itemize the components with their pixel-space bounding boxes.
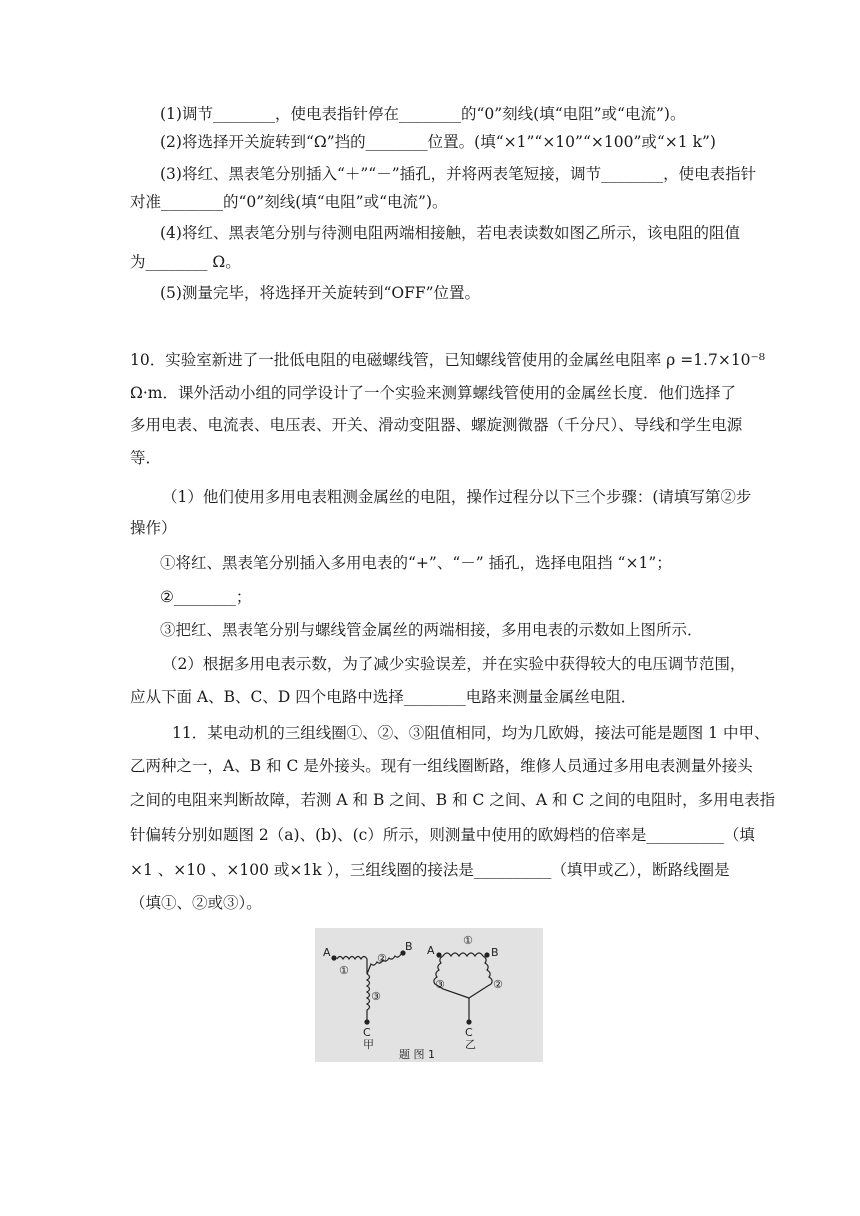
star-connection-diagram: [332, 951, 405, 1024]
coil-diagram-figure: [315, 928, 543, 1062]
label-a-delta: A: [427, 944, 435, 957]
q11-line1: 11．某电动机的三组线圈①、②、③阻值相同，均为几欧姆，接法可能是题图 1 中甲、: [172, 724, 770, 742]
q10-substep2: ②________；: [160, 588, 252, 606]
q9-step3-line2: 对准________的“0”刻线(填“电阻”或“电流”)。: [130, 193, 448, 211]
coil-diagram-svg: [315, 928, 543, 1062]
coil-label-3-delta: ③: [435, 978, 445, 991]
coil-1-delta: [443, 953, 483, 956]
q10-part2-line1: （2）根据多用电表示数，为了减少实验误差，并在实验中获得较大的电压调节范围，: [162, 655, 746, 673]
label-c-star: C: [363, 1026, 371, 1039]
q10-line3: 多用电表、电流表、电压表、开关、滑动变阻器、螺旋测微器（千分尺）、导线和学生电源: [130, 416, 743, 434]
figure-caption: 题 图 1: [399, 1048, 435, 1061]
coil-label-1-delta: ①: [463, 934, 473, 947]
label-b-delta: B: [491, 946, 499, 959]
name-star: 甲: [363, 1038, 374, 1051]
q11-line3: 之间的电阻来判断故障，若测 A 和 B 之间、B 和 C 之间、A 和 C 之间的电阻时，多用电表指: [130, 791, 776, 809]
label-a-star: A: [323, 946, 331, 959]
q9-step3-line1: (3)将红、黑表笔分别插入“＋”“－”插孔，并将两表笔短接，调节________，使电表指针: [160, 165, 757, 183]
q11-line6: （填①、②或③）。: [130, 894, 262, 912]
q10-substep1: ①将红、黑表笔分别插入多用电表的“+”、“－” 插孔，选择电阻挡 “×1”；: [160, 554, 672, 572]
q10-line2: Ω·m．课外活动小组的同学设计了一个实验来测算螺线管使用的金属丝长度．他们选择了: [130, 384, 736, 402]
q11-line5: ×1 、×10 、×100 或×1k ），三组线圈的接法是__________（填甲或乙），断路线圈是: [130, 861, 730, 879]
q11-line4: 针偏转分别如题图 2（a)、(b)、(c）所示，则测量中使用的欧姆档的倍率是__________（填: [130, 826, 755, 844]
coil-3-delta: [434, 956, 469, 998]
name-delta: 乙: [465, 1038, 476, 1051]
terminal-c-delta: [467, 1020, 471, 1024]
q9-step2: (2)将选择开关旋转到“Ω”挡的________位置。(填“×1”“×10”“×100”或“×1 k”): [160, 133, 716, 151]
terminal-a-star: [332, 956, 336, 960]
q10-part1-line2: 操作）: [130, 519, 177, 537]
q10-substep3: ③把红、黑表笔分别与螺线管金属丝的两端相接，多用电表的示数如上图所示．: [160, 621, 703, 639]
q9-step4-line2: 为________ Ω。: [130, 253, 241, 271]
coil-label-2-delta: ②: [493, 978, 503, 991]
coil-label-1-star: ①: [339, 964, 349, 977]
terminal-c-star: [365, 1020, 369, 1024]
terminal-b-delta: [485, 953, 489, 957]
terminal-a-delta: [437, 953, 441, 957]
q9-step5: (5)测量完毕，将选择开关旋转到“OFF”位置。: [160, 284, 481, 302]
q9-step1: (1)调节________，使电表指针停在________的“0”刻线(填“电阻”或“电流”)。: [160, 105, 686, 123]
coil-label-2-star: ②: [377, 952, 387, 965]
q10-part1-line1: （1）他们使用多用电表粗测金属丝的电阻，操作过程分以下三个步骤：(请填写第②步: [162, 488, 752, 506]
q10-line4: 等．: [130, 449, 162, 467]
coil-label-3-star: ③: [371, 990, 381, 1003]
q10-part2-line2: 应从下面 A、B、C、D 四个电路中选择________电路来测量金属丝电阻．: [130, 688, 637, 706]
q9-step4-line1: (4)将红、黑表笔分别与待测电阻两端相接触，若电表读数如图乙所示，该电阻的阻值: [160, 224, 740, 242]
coil-2-delta: [469, 956, 492, 998]
label-c-delta: C: [465, 1026, 473, 1039]
q11-line2: 乙两种之一，A、B 和 C 是外接头。现有一组线圈断路，维修人员通过多用电表测量外接头: [130, 757, 753, 775]
coil-3-star: [367, 974, 370, 1020]
label-b-star: B: [405, 940, 413, 953]
q10-line1: 10．实验室新进了一批低电阻的电磁螺线管，已知螺线管使用的金属丝电阻率 ρ =1.7×10⁻⁸: [130, 351, 765, 369]
